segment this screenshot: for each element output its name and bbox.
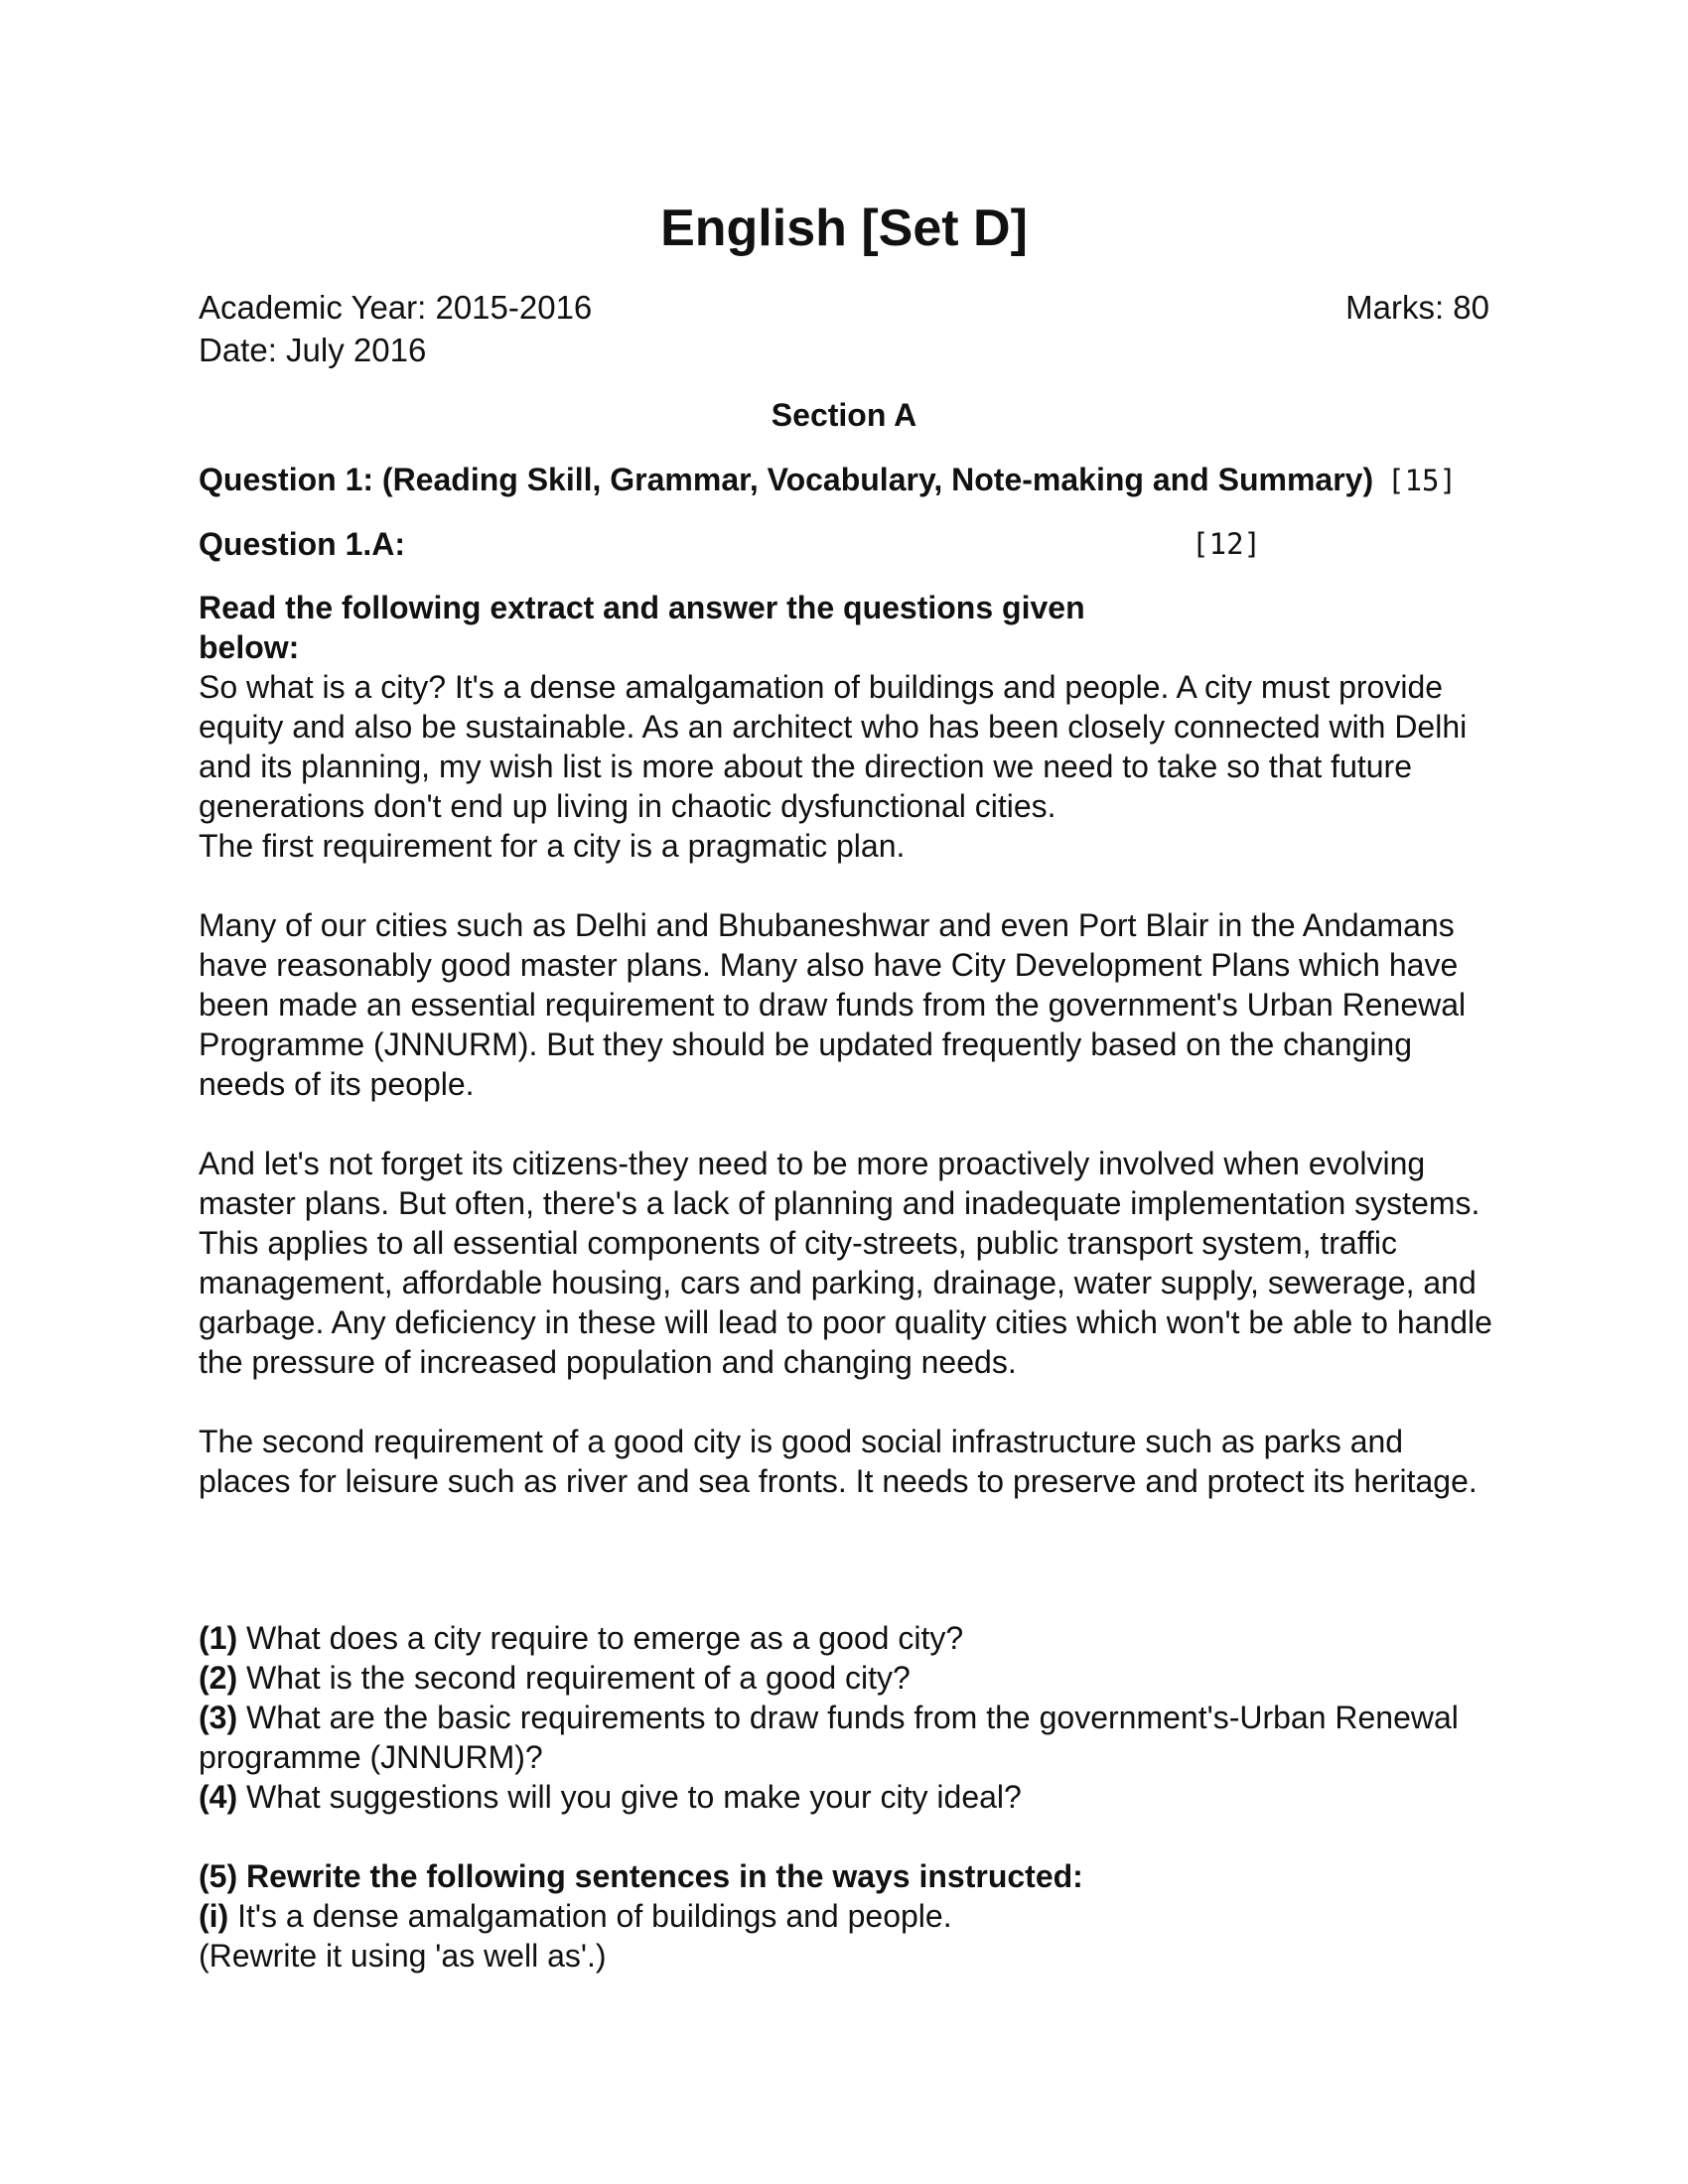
- question-number: (4): [199, 1779, 238, 1815]
- question-1a-heading: [199, 523, 1261, 565]
- question-item: [199, 1658, 1499, 1698]
- comprehension-questions: [199, 1618, 1499, 1817]
- section-title: Section A: [771, 397, 917, 433]
- question-text: What is the second requirement of a good city?: [237, 1660, 911, 1696]
- question-number: (2): [199, 1660, 238, 1696]
- passage-paragraph-3: And let's not forget its citizens-they need to be more proactively involved when evolving master plans. But often, there's a lack of planning and inadequate implementation systems. This applies to all essential components of city-streets, public transport system, traffic management, affordable housing, cars and parking, drainage, water supply, sewerage, and garbage. Any deficiency in these will lead to poor quality cities which won't be able to handle the pressure of increased population and changing needs.: [199, 1146, 1492, 1380]
- page-title: English [Set D]: [660, 200, 1028, 257]
- question-item: [199, 1777, 1499, 1817]
- rewrite-item-instruction: (Rewrite it using 'as well as'.): [199, 1938, 607, 1974]
- exam-date: Date: July 2016: [199, 332, 427, 368]
- rewrite-item: [199, 1896, 1499, 1936]
- question-1a-title: Question 1.A:: [199, 526, 406, 562]
- reading-instruction: Read the following extract and answer the questions given below:: [199, 590, 1085, 665]
- question-item: [199, 1698, 1499, 1777]
- question-number: (3): [199, 1700, 238, 1735]
- question-1-marks: [15]: [1387, 464, 1457, 497]
- passage-paragraph-2: Many of our cities such as Delhi and Bhubaneshwar and even Port Blair in the Andamans have reasonably good master plans. Many also have City Development Plans which have been made an essential requirement to draw funds from the government's Urban Renewal Programme (JNNURM). But they should be updated frequently based on the changing needs of its people.: [199, 907, 1467, 1102]
- rewrite-item-number: (i): [199, 1898, 229, 1934]
- question-1a-marks: [12]: [1192, 527, 1261, 561]
- rewrite-heading: (5) Rewrite the following sentences in the ways instructed:: [199, 1858, 1083, 1894]
- question-number: (1): [199, 1620, 238, 1656]
- total-marks: Marks: 80: [1345, 289, 1489, 326]
- question-1-heading: [199, 459, 1457, 501]
- question-text: What does a city require to emerge as a good city?: [237, 1620, 964, 1656]
- passage-paragraph-4: The second requirement of a good city is good social infrastructure such as parks and places for leisure such as river and sea fronts. It needs to preserve and protect its heritage.: [199, 1424, 1477, 1499]
- passage-paragraph-1b: The first requirement for a city is a pragmatic plan.: [199, 828, 906, 864]
- exam-meta: [199, 286, 592, 371]
- question-text: What suggestions will you give to make your city ideal?: [237, 1779, 1022, 1815]
- question-item: [199, 1618, 1499, 1658]
- reading-passage: [199, 667, 1499, 1541]
- academic-year: Academic Year: 2015-2016: [199, 289, 593, 326]
- passage-paragraph-1: So what is a city? It's a dense amalgamation of buildings and people. A city must provide equity and also be sustainable. As an architect who has been closely connected with Delhi and its planning, my wish list is more about the direction we need to take so that future generations don't end up living in chaotic dysfunctional cities.: [199, 669, 1468, 824]
- question-1-title: Question 1: (Reading Skill, Grammar, Vocabulary, Note-making and Summary): [199, 462, 1374, 497]
- rewrite-item-text: It's a dense amalgamation of buildings and people.: [228, 1898, 952, 1934]
- question-text: What are the basic requirements to draw funds from the government's-Urban Renewal programme (JNNURM)?: [199, 1700, 1459, 1775]
- rewrite-question: [199, 1856, 1499, 1976]
